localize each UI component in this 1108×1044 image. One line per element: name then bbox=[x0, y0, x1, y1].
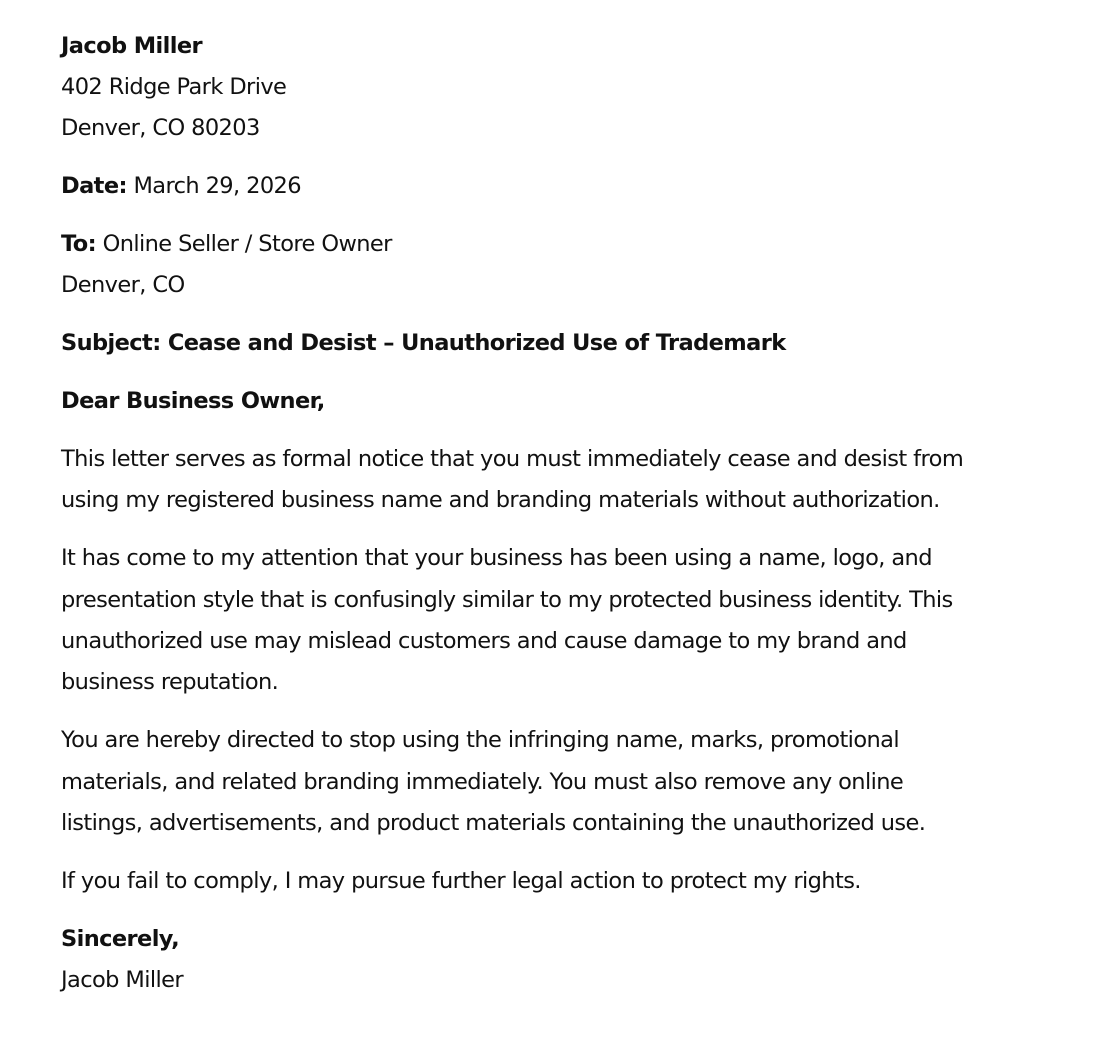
paragraph-1-line: using my registered business name and branding materials without authorization. bbox=[61, 487, 940, 513]
signature: Jacob Miller bbox=[61, 967, 184, 993]
paragraph-2-line: presentation style that is confusingly similar to my protected business identity. This bbox=[61, 587, 953, 613]
paragraph-3-line: materials, and related branding immediately. You must also remove any online bbox=[61, 769, 904, 795]
sender-city: Denver, CO 80203 bbox=[61, 115, 260, 141]
paragraph-2-line: business reputation. bbox=[61, 669, 279, 695]
recipient-city: Denver, CO bbox=[61, 272, 185, 298]
paragraph-3-line: You are hereby directed to stop using the infringing name, marks, promotional bbox=[61, 727, 899, 753]
date-line: Date: March 29, 2026 bbox=[61, 173, 301, 199]
closing: Sincerely, bbox=[61, 926, 180, 952]
paragraph-4-line: If you fail to comply, I may pursue further legal action to protect my rights. bbox=[61, 868, 861, 894]
paragraph-1-line: This letter serves as formal notice that you must immediately cease and desist from bbox=[61, 446, 964, 472]
subject-line: Subject: Cease and Desist – Unauthorized Use of Trademark bbox=[61, 330, 786, 356]
paragraph-2-line: It has come to my attention that your business has been using a name, logo, and bbox=[61, 545, 932, 571]
recipient-line: To: Online Seller / Store Owner bbox=[61, 231, 392, 257]
sender-name: Jacob Miller bbox=[61, 33, 202, 59]
paragraph-3-line: listings, advertisements, and product materials containing the unauthorized use. bbox=[61, 810, 926, 836]
sender-street: 402 Ridge Park Drive bbox=[61, 74, 287, 100]
paragraph-2-line: unauthorized use may mislead customers and cause damage to my brand and bbox=[61, 628, 907, 654]
salutation: Dear Business Owner, bbox=[61, 388, 325, 414]
